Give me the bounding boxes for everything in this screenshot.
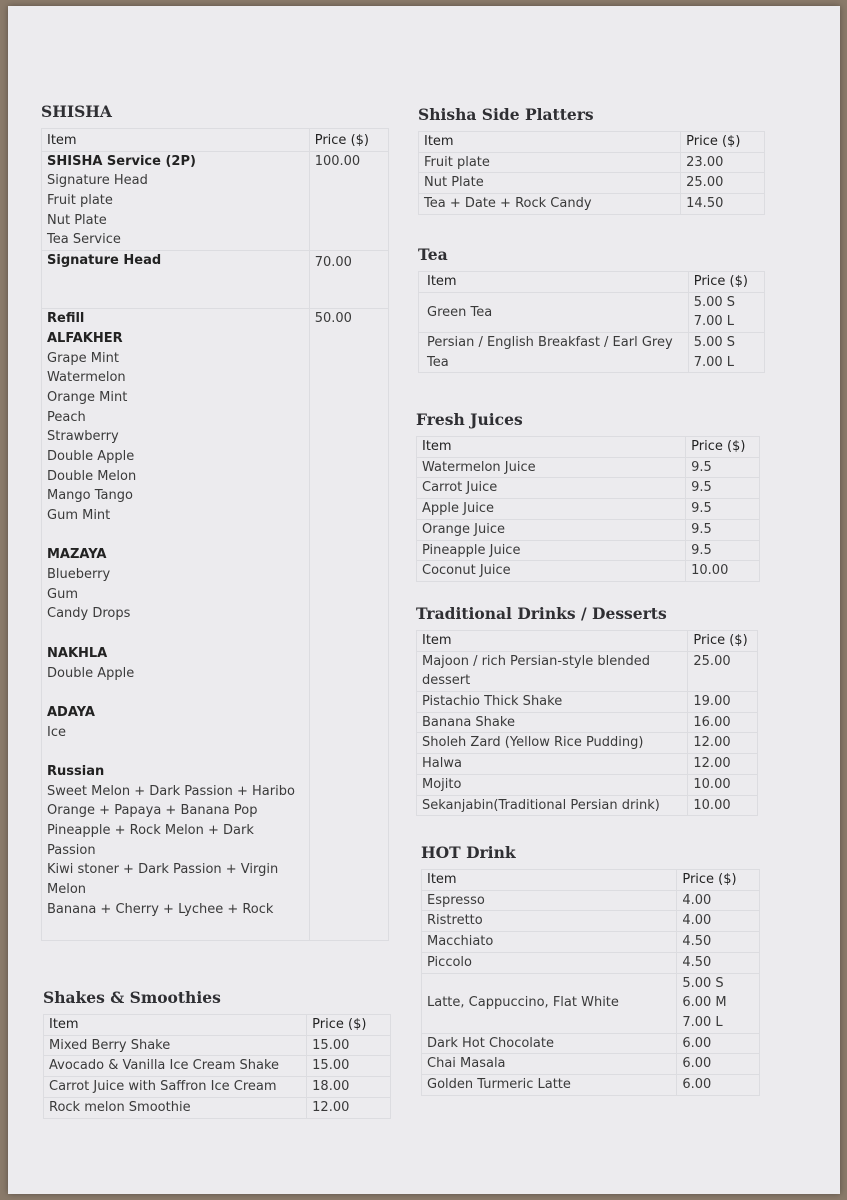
item-name: Coconut Juice <box>417 561 686 582</box>
item-price: 12.00 <box>307 1097 391 1118</box>
table-row <box>417 733 758 754</box>
flavor-item: Candy Drops <box>47 606 131 622</box>
item-name: Majoon / rich Persian-style blended <box>422 653 650 669</box>
item-name: Apple Juice <box>417 499 686 520</box>
item-name: Watermelon Juice <box>417 457 686 478</box>
table-row <box>422 1074 760 1095</box>
table-header-row <box>417 631 758 652</box>
shisha-title: SHISHA <box>41 102 112 121</box>
item-header: Item <box>44 1015 307 1036</box>
tea-section <box>418 245 765 373</box>
flavor-item: Sweet Melon + Dark Passion + Haribo <box>47 783 295 799</box>
shakes-section <box>43 988 391 1119</box>
price-header: Price ($) <box>309 129 388 152</box>
item-price: 5.00 S <box>682 975 724 991</box>
flavor-item: Kiwi stoner + Dark Passion + Virgin <box>47 862 279 878</box>
item-name: Sekanjabin(Traditional Persian drink) <box>417 795 688 816</box>
brand-name: ALFAKHER <box>47 330 123 346</box>
service-name: SHISHA Service (2P) <box>47 153 196 169</box>
flavor-item: Gum Mint <box>47 508 111 524</box>
service-include: Nut Plate <box>47 212 107 228</box>
price-header: Price ($) <box>681 132 765 153</box>
item-price: 23.00 <box>681 152 765 173</box>
item-price: 6.00 M <box>682 995 727 1011</box>
table-row <box>422 1054 760 1075</box>
flavor-item: Watermelon <box>47 370 126 386</box>
table-row <box>44 1056 391 1077</box>
hot-table <box>421 869 760 1096</box>
flavor-item: Grape Mint <box>47 350 119 366</box>
item-price: 18.00 <box>307 1077 391 1098</box>
item-name: Macchiato <box>422 932 677 953</box>
item-name: Sholeh Zard (Yellow Rice Pudding) <box>417 733 688 754</box>
hot-section <box>421 843 760 1096</box>
table-row <box>417 478 760 499</box>
flavor-item: Orange + Papaya + Banana Pop <box>47 803 258 819</box>
item-name: Fruit plate <box>419 152 681 173</box>
item-name: Green Tea <box>427 304 493 320</box>
table-row <box>422 932 760 953</box>
item-price: 10.00 <box>686 561 760 582</box>
tea-title: Tea <box>418 245 448 264</box>
flavor-item: Pineapple + Rock Melon + Dark <box>47 823 254 839</box>
platters-table <box>418 131 765 215</box>
juices-title: Fresh Juices <box>416 410 523 429</box>
table-row <box>417 754 758 775</box>
item-name: Mojito <box>417 774 688 795</box>
item-name: Avocado & Vanilla Ice Cream Shake <box>44 1056 307 1077</box>
refill-price: 50.00 <box>314 311 352 327</box>
flavor-item: Passion <box>47 842 96 858</box>
platters-title: Shisha Side Platters <box>418 105 594 124</box>
item-header: Item <box>417 631 688 652</box>
table-row <box>417 774 758 795</box>
item-header: Item <box>419 132 681 153</box>
traditional-section <box>416 604 758 816</box>
table-row <box>422 952 760 973</box>
item-name: Pistachio Thick Shake <box>417 692 688 713</box>
table-row <box>42 151 389 250</box>
item-price: 7.00 L <box>682 1014 723 1030</box>
item-price: 9.5 <box>686 478 760 499</box>
item-price: 12.00 <box>688 754 758 775</box>
brand-name: Russian <box>47 763 105 779</box>
flavor-item: Orange Mint <box>47 389 128 405</box>
tea-table <box>418 271 765 373</box>
item-name: Banana Shake <box>417 712 688 733</box>
table-row <box>417 795 758 816</box>
service-include: Tea Service <box>47 232 121 248</box>
item-price: 6.00 <box>677 1054 760 1075</box>
item-price: 4.50 <box>677 952 760 973</box>
table-header-row <box>417 437 760 458</box>
item-price: 7.00 L <box>693 314 735 330</box>
flavor-item: Peach <box>47 409 86 425</box>
table-row <box>42 251 389 309</box>
item-name: Mixed Berry Shake <box>44 1035 307 1056</box>
hot-title: HOT Drink <box>421 843 516 862</box>
item-name: Golden Turmeric Latte <box>422 1074 677 1095</box>
item-price: 6.00 <box>677 1033 760 1054</box>
shakes-title: Shakes & Smoothies <box>43 988 221 1007</box>
juices-section <box>416 410 760 582</box>
item-header: Item <box>42 129 310 152</box>
item-name: Rock melon Smoothie <box>44 1097 307 1118</box>
item-price: 25.00 <box>693 653 731 669</box>
flavor-item: Melon <box>47 882 87 898</box>
item-name: Carrot Juice <box>417 478 686 499</box>
table-row <box>419 194 765 215</box>
item-price: 10.00 <box>688 774 758 795</box>
table-row <box>419 152 765 173</box>
table-header-row <box>44 1015 391 1036</box>
price-header: Price ($) <box>307 1015 391 1036</box>
table-header-row <box>419 272 765 293</box>
brand-name: ADAYA <box>47 704 95 720</box>
item-name: Dark Hot Chocolate <box>422 1033 677 1054</box>
flavor-item: Gum <box>47 586 78 602</box>
table-header-row <box>419 132 765 153</box>
traditional-title: Traditional Drinks / Desserts <box>416 604 667 623</box>
item-price: 12.00 <box>688 733 758 754</box>
item-name: Chai Masala <box>422 1054 677 1075</box>
table-row <box>44 1077 391 1098</box>
table-header-row <box>42 129 389 152</box>
item-name: Pineapple Juice <box>417 540 686 561</box>
item-name: Halwa <box>417 754 688 775</box>
table-header-row <box>422 870 760 891</box>
item-price: 10.00 <box>688 795 758 816</box>
table-row <box>417 540 760 561</box>
table-row <box>417 499 760 520</box>
flavor-item: Double Apple <box>47 665 135 681</box>
table-row <box>42 309 389 941</box>
price-header: Price ($) <box>686 437 760 458</box>
table-row <box>422 890 760 911</box>
shakes-table <box>43 1014 391 1119</box>
table-row <box>44 1097 391 1118</box>
juices-table <box>416 436 760 582</box>
flavor-item: Double Melon <box>47 468 137 484</box>
item-name: dessert <box>422 673 471 689</box>
item-price: 9.5 <box>686 457 760 478</box>
table-row <box>417 692 758 713</box>
item-name: Piccolo <box>422 952 677 973</box>
item-name: Latte, Cappuccino, Flat White <box>427 995 619 1011</box>
flavor-item: Ice <box>47 724 66 740</box>
spacer <box>47 526 304 546</box>
item-price: 9.5 <box>686 519 760 540</box>
shisha-table <box>41 128 389 941</box>
item-name: Tea + Date + Rock Candy <box>419 194 681 215</box>
table-row <box>422 911 760 932</box>
item-price: 19.00 <box>688 692 758 713</box>
brand-name: MAZAYA <box>47 547 107 563</box>
item-header: Item <box>419 272 689 293</box>
table-row <box>419 333 765 373</box>
flavor-item: Blueberry <box>47 567 111 583</box>
signature-name: Signature Head <box>47 253 162 269</box>
item-name: Orange Juice <box>417 519 686 540</box>
table-row <box>417 519 760 540</box>
item-price: 9.5 <box>686 540 760 561</box>
item-price: 4.00 <box>677 890 760 911</box>
item-price: 5.00 S <box>693 335 736 351</box>
flavor-item: Double Apple <box>47 448 135 464</box>
spacer <box>47 683 304 703</box>
item-price: 16.00 <box>688 712 758 733</box>
table-row <box>44 1035 391 1056</box>
service-include: Fruit plate <box>47 193 113 209</box>
item-name: Espresso <box>422 890 677 911</box>
table-row <box>422 1033 760 1054</box>
item-price: 9.5 <box>686 499 760 520</box>
flavor-item: Strawberry <box>47 429 119 445</box>
brand-name: NAKHLA <box>47 645 108 661</box>
item-header: Item <box>417 437 686 458</box>
item-price: 7.00 L <box>693 354 735 370</box>
flavor-item: Banana + Cherry + Lychee + Rock <box>47 901 274 917</box>
item-price: 25.00 <box>681 173 765 194</box>
item-name: Nut Plate <box>419 173 681 194</box>
item-name: Carrot Juice with Saffron Ice Cream <box>44 1077 307 1098</box>
item-price: 6.00 <box>677 1074 760 1095</box>
item-header: Item <box>422 870 677 891</box>
table-row <box>417 457 760 478</box>
price-header: Price ($) <box>688 272 764 293</box>
spacer <box>47 624 304 644</box>
item-price: 4.00 <box>677 911 760 932</box>
item-price: 15.00 <box>307 1056 391 1077</box>
item-price: 4.50 <box>677 932 760 953</box>
item-price: 14.50 <box>681 194 765 215</box>
item-price: 15.00 <box>307 1035 391 1056</box>
shisha-section <box>41 102 389 941</box>
service-price: 100.00 <box>314 153 361 169</box>
price-header: Price ($) <box>688 631 758 652</box>
item-name: Tea <box>427 354 449 370</box>
item-price: 5.00 S <box>693 294 736 310</box>
table-row <box>419 173 765 194</box>
service-include: Signature Head <box>47 173 148 189</box>
signature-price: 70.00 <box>314 255 352 271</box>
table-row <box>419 292 765 332</box>
table-row <box>422 973 760 1033</box>
flavor-item: Mango Tango <box>47 488 133 504</box>
platters-section <box>418 105 765 215</box>
refill-name: Refill <box>47 311 85 327</box>
item-name: Persian / English Breakfast / Earl Grey <box>427 335 673 351</box>
table-row <box>417 651 758 691</box>
traditional-table <box>416 630 758 816</box>
item-name: Ristretto <box>422 911 677 932</box>
spacer <box>47 742 304 762</box>
table-row <box>417 561 760 582</box>
price-header: Price ($) <box>677 870 760 891</box>
table-row <box>417 712 758 733</box>
